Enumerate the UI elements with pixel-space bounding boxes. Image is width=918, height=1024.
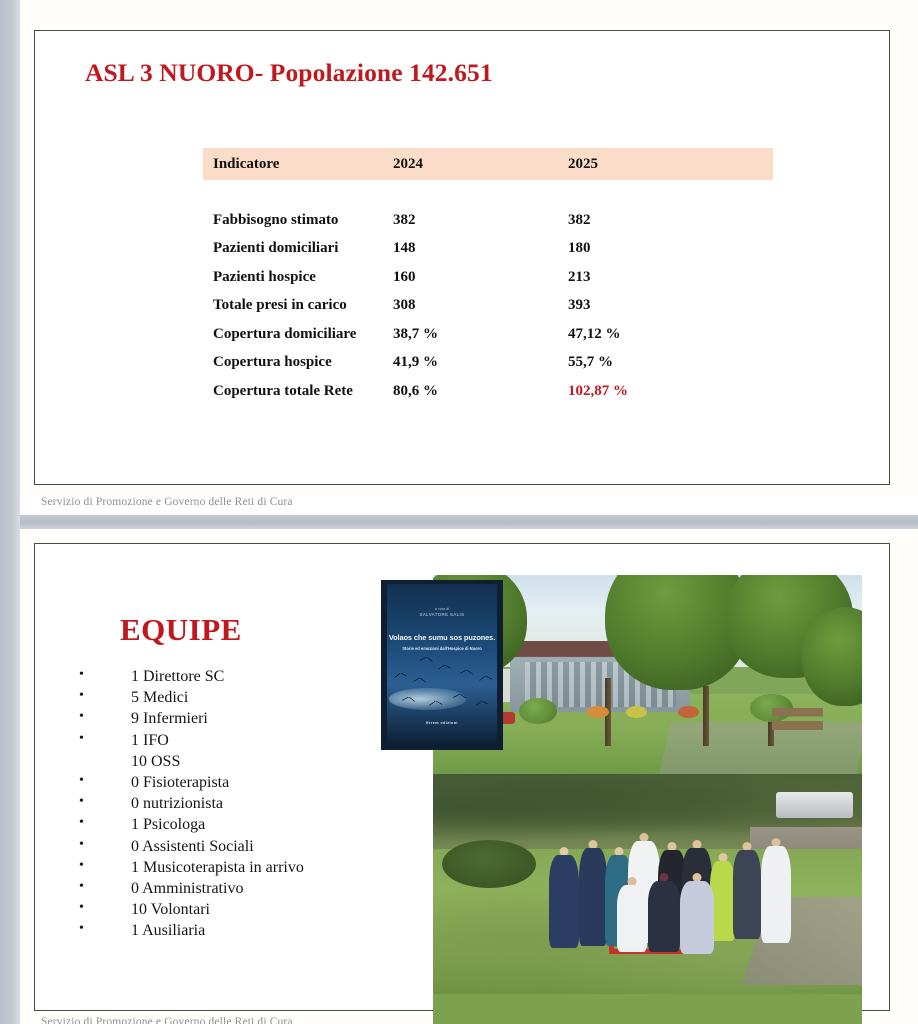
photo-tree-trunk	[703, 686, 709, 746]
list-item: • 10 Volontari	[47, 901, 377, 922]
table-row	[203, 292, 773, 321]
list-item: • 0 Assistenti Sociali	[47, 838, 377, 859]
photo-person-body	[733, 850, 761, 939]
statistics-table	[203, 148, 773, 406]
bird-icon	[429, 700, 442, 705]
book-credit-text: a cura di	[434, 606, 450, 611]
table-row	[203, 320, 773, 349]
cell-2025: 47,12 %	[568, 325, 621, 342]
cell-2025: 180	[568, 240, 591, 257]
table-row	[203, 263, 773, 292]
photo-person-seated	[680, 873, 714, 954]
book-title: Volaos che sumu sos puzones.	[388, 632, 496, 642]
photo-person-body	[680, 881, 714, 954]
team-group-photo	[433, 774, 862, 1024]
cell-2025: 382	[568, 211, 591, 228]
cell-2025: 55,7 %	[568, 354, 613, 371]
book-subtitle: Storie ed emozioni dall'Hospice di Nuoro	[402, 646, 482, 652]
list-item: • 1 Direttore SC	[47, 668, 377, 689]
cell-indicator: Copertura totale Rete	[213, 382, 353, 399]
bird-icon	[453, 694, 466, 699]
cell-2024: 148	[393, 240, 416, 257]
photo-person-seated	[648, 873, 680, 952]
table-row	[203, 206, 773, 235]
table-row	[203, 235, 773, 264]
slide-separator-band	[0, 515, 918, 529]
table-body	[203, 206, 773, 406]
cell-2025: 393	[568, 297, 591, 314]
cell-2024: 38,7 %	[393, 325, 438, 342]
list-item: • 1 Ausiliaria	[47, 922, 377, 943]
cell-indicator: Copertura hospice	[213, 354, 332, 371]
cell-indicator: Totale presi in carico	[213, 297, 347, 314]
slide-1-footer: Servizio di Promozione e Governo delle Reti di Cura	[41, 496, 293, 508]
bird-icon	[475, 700, 488, 705]
book-credit-line	[387, 607, 497, 619]
bird-icon	[420, 656, 433, 662]
book-publisher: Errem edizioni	[426, 720, 458, 725]
photo-person-body	[761, 846, 791, 944]
column-header-2025: 2025	[568, 155, 598, 172]
cell-2024: 308	[393, 297, 416, 314]
slide-1-frame	[34, 30, 890, 485]
bird-icon	[459, 669, 472, 674]
equipe-staff-list	[47, 668, 377, 943]
cell-2025-highlighted: 102,87 %	[568, 382, 628, 399]
slide-statistics	[0, 0, 918, 508]
list-item: • 1 Psicologa	[47, 816, 377, 837]
cell-indicator: Pazienti hospice	[213, 268, 316, 285]
photo-person	[579, 840, 607, 946]
cell-2025: 213	[568, 268, 591, 285]
page-left-margin-strip	[0, 0, 20, 1024]
photo-person	[733, 842, 761, 939]
cell-2024: 382	[393, 211, 416, 228]
photo-person-body	[549, 855, 579, 948]
list-item: 10 OSS	[131, 752, 181, 770]
photo-person	[761, 838, 791, 944]
book-cloud	[389, 688, 466, 711]
bird-icon	[479, 676, 492, 681]
table-header-row	[203, 148, 773, 180]
photo-person-seated	[617, 877, 647, 952]
book-cover-image	[381, 580, 503, 750]
photo-van	[776, 792, 853, 818]
column-header-2024: 2024	[393, 155, 423, 172]
photo-path	[659, 722, 862, 774]
bird-icon	[393, 672, 406, 677]
cell-2024: 80,6 %	[393, 382, 438, 399]
slide-2-footer: Servizio di Promozione e Governo delle Reti di Cura	[41, 1016, 293, 1024]
equipe-title: EQUIPE	[120, 612, 242, 647]
slide-equipe	[0, 529, 918, 1024]
cell-2024: 160	[393, 268, 416, 285]
list-item: • 0 nutrizionista	[47, 795, 377, 816]
table-row	[203, 349, 773, 378]
list-item: • 1 Musicoterapista in arrivo	[47, 859, 377, 880]
photo-person	[549, 847, 579, 948]
list-item: • 5 Medici	[47, 689, 377, 710]
book-author: SALVATORE SALIS	[419, 612, 465, 618]
cell-indicator: Copertura domiciliare	[213, 325, 357, 342]
list-item: • 9 Infermieri	[47, 710, 377, 731]
photo-bench	[772, 708, 823, 730]
team-photo-scene	[433, 774, 862, 994]
photo-shrub	[442, 840, 536, 888]
cell-indicator: Pazienti domiciliari	[213, 240, 339, 257]
slide-2-frame	[34, 543, 890, 1011]
cell-2024: 41,9 %	[393, 354, 438, 371]
book-cover-art	[387, 584, 497, 746]
list-item: • 0 Fisioterapista	[47, 774, 377, 795]
page-title: ASL 3 NUORO- Popolazione 142.651	[85, 58, 493, 87]
photo-person-body	[648, 881, 680, 952]
column-header-indicator: Indicatore	[213, 155, 280, 172]
bird-icon	[413, 678, 426, 683]
bird-icon	[437, 665, 450, 670]
cell-indicator: Fabbisogno stimato	[213, 211, 339, 228]
photo-person-body	[617, 885, 647, 952]
photo-person-body	[579, 848, 607, 946]
list-item: • 0 Amministrativo	[47, 880, 377, 901]
table-row	[203, 377, 773, 406]
list-item: • 1 IFO	[47, 732, 377, 753]
